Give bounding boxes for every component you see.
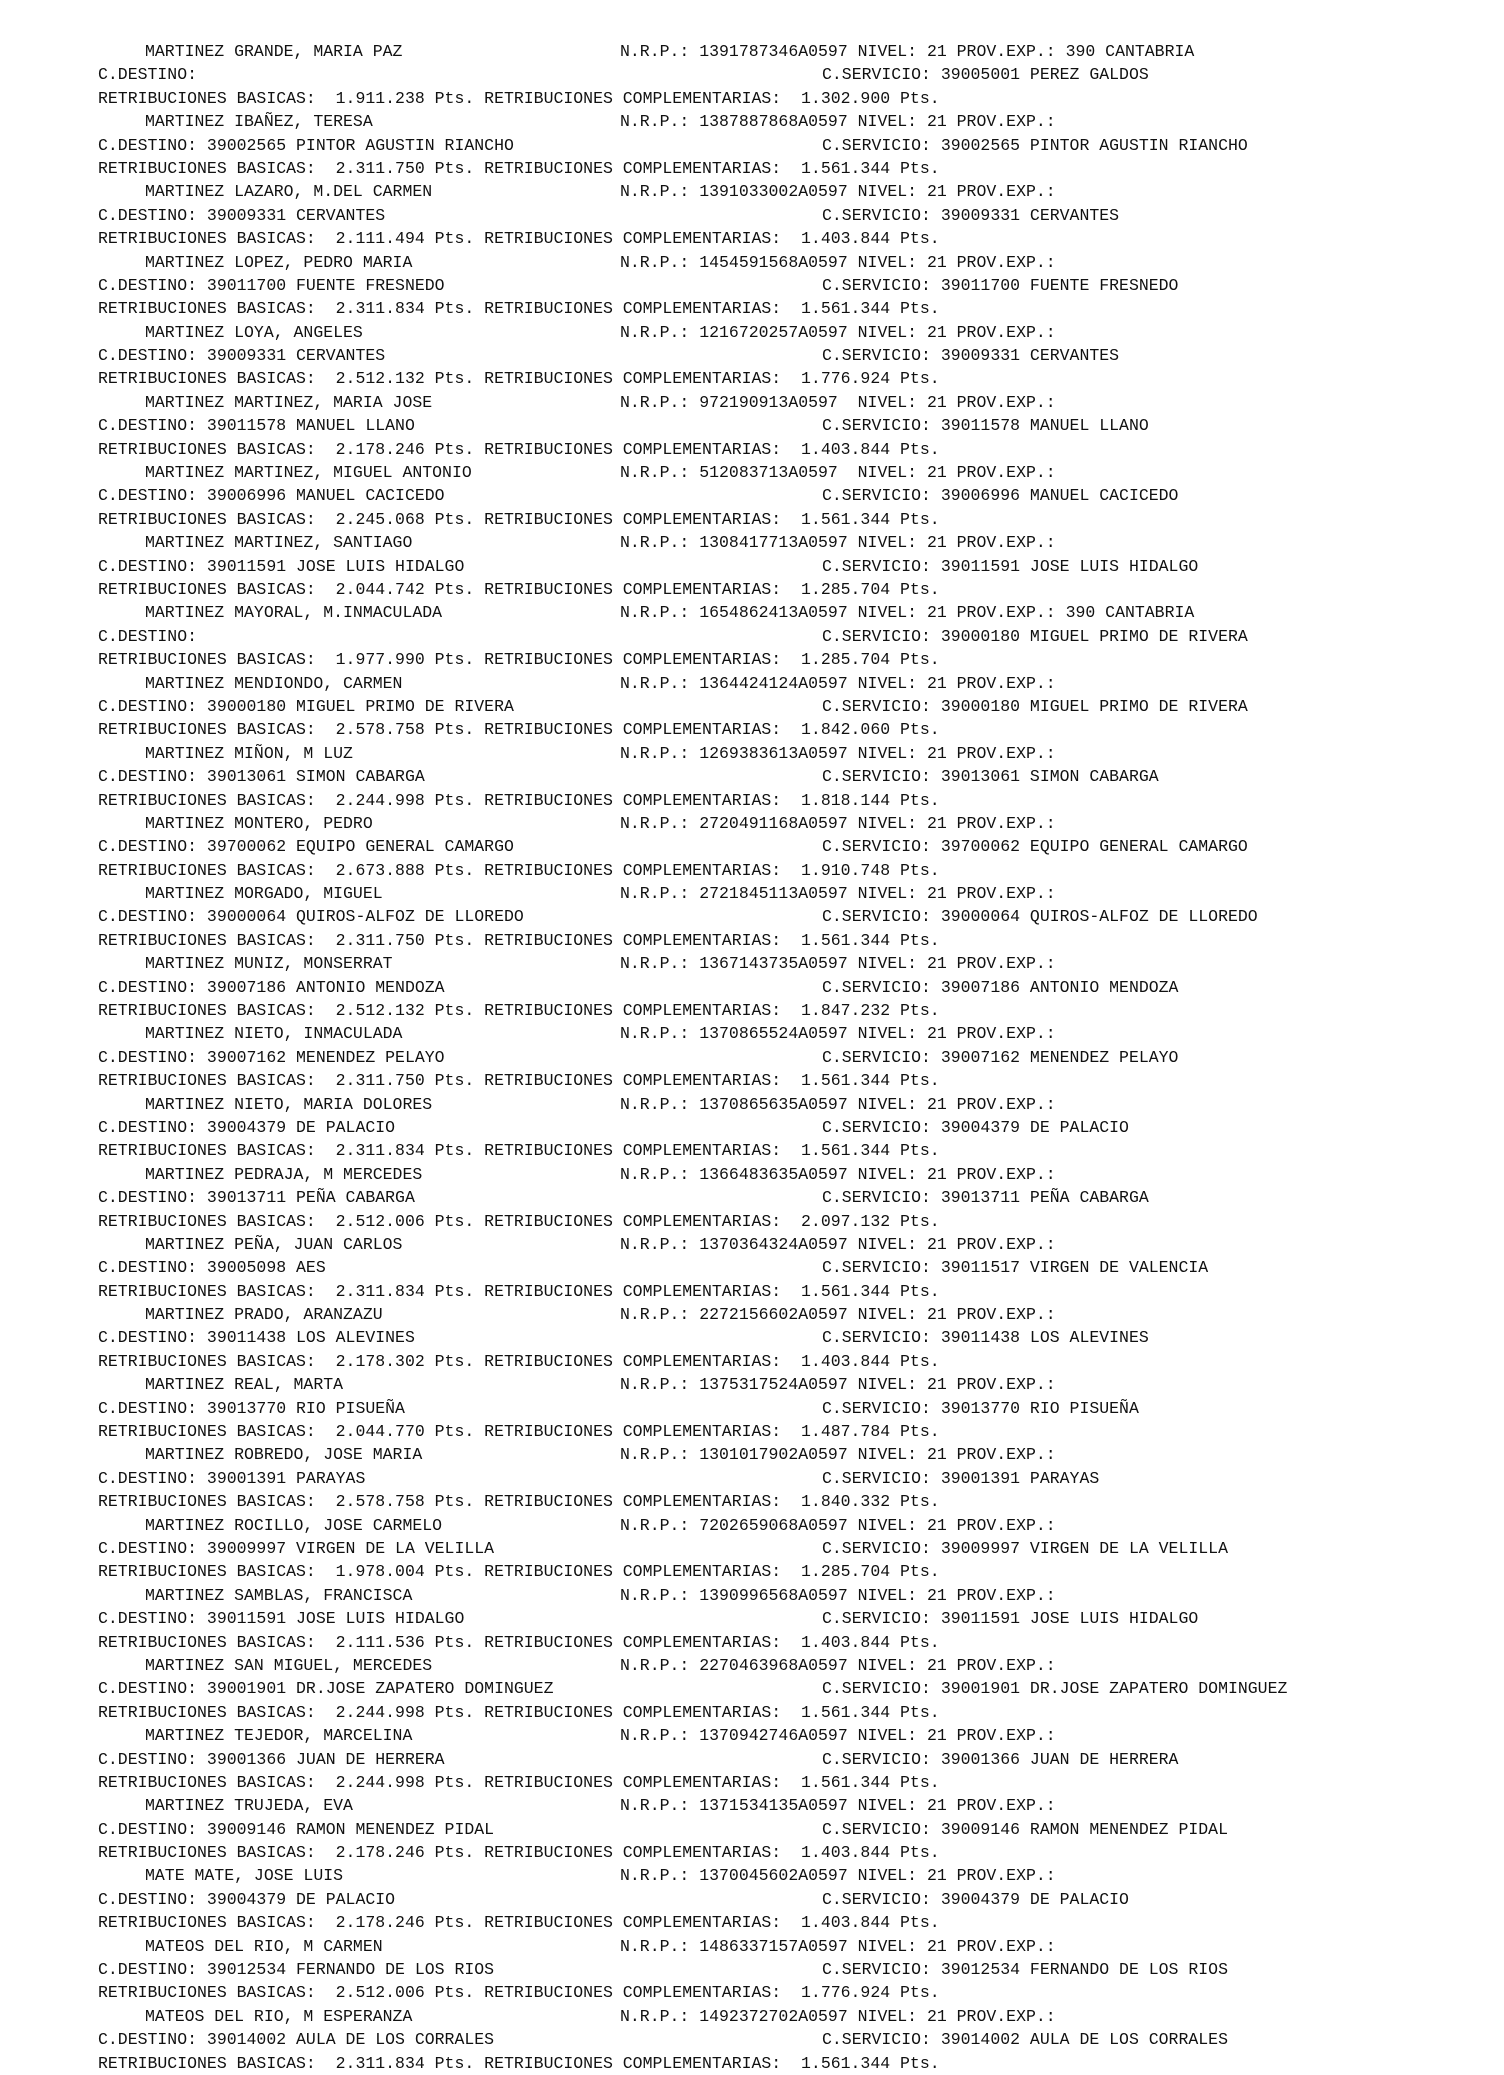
nrp-info: N.R.P.: 1371534135A0597 NIVEL: 21 PROV.EXP.: [620,1796,1056,1816]
personnel-entry [0,321,1504,391]
entry-header-row [0,531,1504,554]
personnel-entry [0,1935,1504,2005]
retribuciones-line: RETRIBUCIONES BASICAS: 2.178.302 Pts. RETRIBUCIONES COMPLEMENTARIAS: 1.403.844 Pts. [98,1351,940,1371]
entry-center-row [0,134,1504,157]
employee-name: MARTINEZ MONTERO, PEDRO [145,813,373,833]
destino-center: C.DESTINO: 39001366 JUAN DE HERRERA [98,1749,445,1769]
personnel-entry [0,40,1504,110]
entry-header-row [0,672,1504,695]
nrp-info: N.R.P.: 1364424124A0597 NIVEL: 21 PROV.EXP.: [620,673,1056,693]
entry-pay-row [0,578,1504,601]
destino-center: C.DESTINO: 39009146 RAMON MENENDEZ PIDAL [98,1819,495,1839]
nrp-info: N.R.P.: 1301017902A0597 NIVEL: 21 PROV.EXP.: [620,1445,1056,1465]
personnel-entry [0,1233,1504,1303]
nrp-info: N.R.P.: 2721845113A0597 NIVEL: 21 PROV.EXP.: [620,884,1056,904]
nrp-info: N.R.P.: 1454591568A0597 NIVEL: 21 PROV.EXP.: [620,252,1056,272]
personnel-entry [0,2005,1504,2075]
personnel-entry [0,1093,1504,1163]
employee-name: MARTINEZ MORGADO, MIGUEL [145,884,383,904]
entry-center-row [0,1888,1504,1911]
nrp-info: N.R.P.: 1486337157A0597 NIVEL: 21 PROV.EXP.: [620,1936,1056,1956]
personnel-entry [0,110,1504,180]
personnel-entry [0,601,1504,671]
entry-header-row [0,1303,1504,1326]
servicio-center: C.SERVICIO: 39000180 MIGUEL PRIMO DE RIVERA [822,696,1248,716]
entry-center-row [0,1256,1504,1279]
entry-pay-row [0,648,1504,671]
personnel-entry [0,391,1504,461]
entry-header-row [0,1514,1504,1537]
servicio-center: C.SERVICIO: 39005001 PEREZ GALDOS [822,65,1149,85]
entry-pay-row [0,1841,1504,1864]
retribuciones-line: RETRIBUCIONES BASICAS: 2.512.006 Pts. RETRIBUCIONES COMPLEMENTARIAS: 1.776.924 Pts. [98,1983,940,2003]
employee-name: MARTINEZ ROBREDO, JOSE MARIA [145,1445,423,1465]
retribuciones-line: RETRIBUCIONES BASICAS: 2.111.536 Pts. RETRIBUCIONES COMPLEMENTARIAS: 1.403.844 Pts. [98,1632,940,1652]
servicio-center: C.SERVICIO: 39011700 FUENTE FRESNEDO [822,275,1179,295]
entry-header-row [0,1233,1504,1256]
entry-header-row [0,1443,1504,1466]
entry-pay-row [0,1350,1504,1373]
retribuciones-line: RETRIBUCIONES BASICAS: 2.178.246 Pts. RETRIBUCIONES COMPLEMENTARIAS: 1.403.844 Pts. [98,1913,940,1933]
retribuciones-line: RETRIBUCIONES BASICAS: 2.044.742 Pts. RETRIBUCIONES COMPLEMENTARIAS: 1.285.704 Pts. [98,579,940,599]
entry-header-row [0,812,1504,835]
retribuciones-line: RETRIBUCIONES BASICAS: 2.673.888 Pts. RETRIBUCIONES COMPLEMENTARIAS: 1.910.748 Pts. [98,860,940,880]
nrp-info: N.R.P.: 7202659068A0597 NIVEL: 21 PROV.EXP.: [620,1515,1056,1535]
servicio-center: C.SERVICIO: 39009146 RAMON MENENDEZ PIDAL [822,1819,1228,1839]
retribuciones-line: RETRIBUCIONES BASICAS: 2.512.132 Pts. RETRIBUCIONES COMPLEMENTARIAS: 1.847.232 Pts. [98,1001,940,1021]
entry-center-row [0,2028,1504,2051]
nrp-info: N.R.P.: 1390996568A0597 NIVEL: 21 PROV.EXP.: [620,1585,1056,1605]
servicio-center: C.SERVICIO: 39013061 SIMON CABARGA [822,767,1159,787]
personnel-entry [0,1022,1504,1092]
entry-pay-row [0,508,1504,531]
retribuciones-line: RETRIBUCIONES BASICAS: 2.044.770 Pts. RETRIBUCIONES COMPLEMENTARIAS: 1.487.784 Pts. [98,1422,940,1442]
servicio-center: C.SERVICIO: 39011591 JOSE LUIS HIDALGO [822,556,1199,576]
employee-name: MARTINEZ MENDIONDO, CARMEN [145,673,403,693]
destino-center: C.DESTINO: 39006996 MANUEL CACICEDO [98,486,445,506]
entry-center-row [0,1537,1504,1560]
employee-name: MARTINEZ MARTINEZ, SANTIAGO [145,533,413,553]
servicio-center: C.SERVICIO: 39002565 PINTOR AGUSTIN RIANCHO [822,135,1248,155]
nrp-info: N.R.P.: 1370364324A0597 NIVEL: 21 PROV.EXP.: [620,1234,1056,1254]
personnel-entry [0,882,1504,952]
employee-name: MARTINEZ REAL, MARTA [145,1375,344,1395]
nrp-info: N.R.P.: 1269383613A0597 NIVEL: 21 PROV.EXP.: [620,743,1056,763]
retribuciones-line: RETRIBUCIONES BASICAS: 2.178.246 Pts. RETRIBUCIONES COMPLEMENTARIAS: 1.403.844 Pts. [98,439,940,459]
entry-header-row [0,180,1504,203]
destino-center: C.DESTINO: [98,626,198,646]
destino-center: C.DESTINO: 39011438 LOS ALEVINES [98,1328,415,1348]
entry-center-row [0,695,1504,718]
entry-header-row [0,461,1504,484]
servicio-center: C.SERVICIO: 39001901 DR.JOSE ZAPATERO DOMINGUEZ [822,1679,1288,1699]
entry-center-row [0,1958,1504,1981]
destino-center: C.DESTINO: 39004379 DE PALACIO [98,1117,396,1137]
destino-center: C.DESTINO: 39007186 ANTONIO MENDOZA [98,977,445,997]
entry-header-row [0,1864,1504,1887]
entry-pay-row [0,87,1504,110]
personnel-entry [0,251,1504,321]
nrp-info: N.R.P.: 1492372702A0597 NIVEL: 21 PROV.EXP.: [620,2006,1056,2026]
servicio-center: C.SERVICIO: 39006996 MANUEL CACICEDO [822,486,1179,506]
retribuciones-line: RETRIBUCIONES BASICAS: 2.311.834 Pts. RETRIBUCIONES COMPLEMENTARIAS: 1.561.344 Pts. [98,2053,940,2073]
entry-center-row [0,1607,1504,1630]
personnel-entry [0,1514,1504,1584]
retribuciones-line: RETRIBUCIONES BASICAS: 2.111.494 Pts. RETRIBUCIONES COMPLEMENTARIAS: 1.403.844 Pts. [98,229,940,249]
personnel-entry [0,812,1504,882]
servicio-center: C.SERVICIO: 39001391 PARAYAS [822,1468,1100,1488]
nrp-info: N.R.P.: 1375317524A0597 NIVEL: 21 PROV.EXP.: [620,1375,1056,1395]
entry-center-row [0,976,1504,999]
entry-pay-row [0,789,1504,812]
servicio-center: C.SERVICIO: 39004379 DE PALACIO [822,1889,1129,1909]
entry-pay-row [0,859,1504,882]
servicio-center: C.SERVICIO: 39011578 MANUEL LLANO [822,416,1149,436]
entry-header-row [0,251,1504,274]
entry-header-row [0,321,1504,344]
destino-center: C.DESTINO: 39011591 JOSE LUIS HIDALGO [98,1609,465,1629]
servicio-center: C.SERVICIO: 39011591 JOSE LUIS HIDALGO [822,1609,1199,1629]
personnel-entry [0,672,1504,742]
personnel-entry [0,1163,1504,1233]
nrp-info: N.R.P.: 2720491168A0597 NIVEL: 21 PROV.EXP.: [620,813,1056,833]
employee-name: MATEOS DEL RIO, M ESPERANZA [145,2006,413,2026]
entry-pay-row [0,2052,1504,2075]
entry-pay-row [0,1139,1504,1162]
personnel-entry [0,461,1504,531]
destino-center: C.DESTINO: 39011591 JOSE LUIS HIDALGO [98,556,465,576]
employee-name: MARTINEZ GRANDE, MARIA PAZ [145,42,403,61]
servicio-center: C.SERVICIO: 39004379 DE PALACIO [822,1117,1129,1137]
entry-center-row [0,1326,1504,1349]
entry-center-row [0,1748,1504,1771]
entry-header-row [0,882,1504,905]
entry-header-row [0,1794,1504,1817]
employee-name: MARTINEZ ROCILLO, JOSE CARMELO [145,1515,443,1535]
entry-pay-row [0,1560,1504,1583]
employee-name: MARTINEZ SAN MIGUEL, MERCEDES [145,1655,433,1675]
retribuciones-line: RETRIBUCIONES BASICAS: 2.578.758 Pts. RETRIBUCIONES COMPLEMENTARIAS: 1.842.060 Pts. [98,720,940,740]
entry-pay-row [0,1069,1504,1092]
employee-name: MATEOS DEL RIO, M CARMEN [145,1936,383,1956]
servicio-center: C.SERVICIO: 39013770 RIO PISUEÑA [822,1398,1139,1418]
entry-pay-row [0,1631,1504,1654]
destino-center: C.DESTINO: 39013711 PEÑA CABARGA [98,1188,415,1208]
retribuciones-line: RETRIBUCIONES BASICAS: 1.911.238 Pts. RETRIBUCIONES COMPLEMENTARIAS: 1.302.900 Pts. [98,88,940,108]
nrp-info: N.R.P.: 1391787346A0597 NIVEL: 21 PROV.EXP.: 390 CANTABRIA [620,42,1195,61]
nrp-info: N.R.P.: 1367143735A0597 NIVEL: 21 PROV.EXP.: [620,954,1056,974]
retribuciones-line: RETRIBUCIONES BASICAS: 2.512.132 Pts. RETRIBUCIONES COMPLEMENTARIAS: 1.776.924 Pts. [98,369,940,389]
personnel-entry [0,531,1504,601]
entry-center-row [0,414,1504,437]
employee-name: MARTINEZ PEÑA, JUAN CARLOS [145,1234,403,1254]
retribuciones-line: RETRIBUCIONES BASICAS: 2.178.246 Pts. RETRIBUCIONES COMPLEMENTARIAS: 1.403.844 Pts. [98,1843,940,1863]
employee-name: MARTINEZ MIÑON, M LUZ [145,743,353,763]
destino-center: C.DESTINO: 39002565 PINTOR AGUSTIN RIANCHO [98,135,514,155]
entry-pay-row [0,929,1504,952]
entry-center-row [0,1116,1504,1139]
destino-center: C.DESTINO: 39012534 FERNANDO DE LOS RIOS [98,1960,495,1980]
retribuciones-line: RETRIBUCIONES BASICAS: 2.311.750 Pts. RETRIBUCIONES COMPLEMENTARIAS: 1.561.344 Pts. [98,158,940,178]
servicio-center: C.SERVICIO: 39012534 FERNANDO DE LOS RIOS [822,1960,1228,1980]
servicio-center: C.SERVICIO: 39009997 VIRGEN DE LA VELILLA [822,1539,1228,1558]
destino-center: C.DESTINO: 39005098 AES [98,1258,326,1278]
retribuciones-line: RETRIBUCIONES BASICAS: 1.978.004 Pts. RETRIBUCIONES COMPLEMENTARIAS: 1.285.704 Pts. [98,1562,940,1582]
entry-center-row [0,63,1504,86]
employee-name: MARTINEZ SAMBLAS, FRANCISCA [145,1585,413,1605]
nrp-info: N.R.P.: 1391033002A0597 NIVEL: 21 PROV.EXP.: [620,182,1056,202]
entry-pay-row [0,1701,1504,1724]
nrp-info: N.R.P.: 1366483635A0597 NIVEL: 21 PROV.EXP.: [620,1164,1056,1184]
destino-center: C.DESTINO: 39009331 CERVANTES [98,205,386,225]
servicio-center: C.SERVICIO: 39001366 JUAN DE HERRERA [822,1749,1179,1769]
entry-header-row [0,952,1504,975]
destino-center: C.DESTINO: 39009331 CERVANTES [98,346,386,366]
nrp-info: N.R.P.: 512083713A0597 NIVEL: 21 PROV.EXP.: [620,463,1056,483]
servicio-center: C.SERVICIO: 39000180 MIGUEL PRIMO DE RIVERA [822,626,1248,646]
entry-center-row [0,835,1504,858]
employee-name: MARTINEZ LOYA, ANGELES [145,322,363,342]
entry-header-row [0,391,1504,414]
entry-header-row [0,1373,1504,1396]
entry-center-row [0,274,1504,297]
retribuciones-line: RETRIBUCIONES BASICAS: 1.977.990 Pts. RETRIBUCIONES COMPLEMENTARIAS: 1.285.704 Pts. [98,650,940,670]
entry-center-row [0,555,1504,578]
entry-header-row [0,1093,1504,1116]
destino-center: C.DESTINO: 39014002 AULA DE LOS CORRALES [98,2030,495,2050]
nrp-info: N.R.P.: 1387887868A0597 NIVEL: 21 PROV.EXP.: [620,112,1056,132]
personnel-entry [0,1303,1504,1373]
employee-name: MARTINEZ PEDRAJA, M MERCEDES [145,1164,423,1184]
entry-center-row [0,344,1504,367]
personnel-entry [0,1584,1504,1654]
retribuciones-line: RETRIBUCIONES BASICAS: 2.311.834 Pts. RETRIBUCIONES COMPLEMENTARIAS: 1.561.344 Pts. [98,1141,940,1161]
nrp-info: N.R.P.: 1370942746A0597 NIVEL: 21 PROV.EXP.: [620,1726,1056,1746]
entry-pay-row [0,297,1504,320]
entry-pay-row [0,157,1504,180]
entry-pay-row [0,1280,1504,1303]
entry-pay-row [0,1490,1504,1513]
retribuciones-line: RETRIBUCIONES BASICAS: 2.244.998 Pts. RETRIBUCIONES COMPLEMENTARIAS: 1.818.144 Pts. [98,790,940,810]
employee-name: MARTINEZ LOPEZ, PEDRO MARIA [145,252,413,272]
destino-center: C.DESTINO: 39000180 MIGUEL PRIMO DE RIVERA [98,696,514,716]
entry-center-row [0,1677,1504,1700]
retribuciones-line: RETRIBUCIONES BASICAS: 2.311.834 Pts. RETRIBUCIONES COMPLEMENTARIAS: 1.561.344 Pts. [98,299,940,319]
entry-center-row [0,1818,1504,1841]
employee-name: MARTINEZ PRADO, ARANZAZU [145,1305,383,1325]
personnel-entry [0,1443,1504,1513]
destino-center: C.DESTINO: 39004379 DE PALACIO [98,1889,396,1909]
personnel-entry [0,1373,1504,1443]
employee-name: MARTINEZ LAZARO, M.DEL CARMEN [145,182,433,202]
nrp-info: N.R.P.: 1654862413A0597 NIVEL: 21 PROV.EXP.: 390 CANTABRIA [620,603,1195,623]
entry-header-row [0,1022,1504,1045]
entry-center-row [0,905,1504,928]
personnel-entry [0,742,1504,812]
employee-name: MATE MATE, JOSE LUIS [145,1866,344,1886]
personnel-entry [0,1864,1504,1934]
nrp-info: N.R.P.: 1370045602A0597 NIVEL: 21 PROV.EXP.: [620,1866,1056,1886]
entry-pay-row [0,438,1504,461]
personnel-entry [0,952,1504,1022]
entry-center-row [0,1186,1504,1209]
retribuciones-line: RETRIBUCIONES BASICAS: 2.244.998 Pts. RETRIBUCIONES COMPLEMENTARIAS: 1.561.344 Pts. [98,1702,940,1722]
entry-pay-row [0,1771,1504,1794]
servicio-center: C.SERVICIO: 39009331 CERVANTES [822,346,1120,366]
employee-name: MARTINEZ MARTINEZ, MARIA JOSE [145,392,433,412]
personnel-entry [0,1654,1504,1724]
destino-center: C.DESTINO: 39013061 SIMON CABARGA [98,767,425,787]
employee-name: MARTINEZ MAYORAL, M.INMACULADA [145,603,443,623]
entry-header-row [0,110,1504,133]
employee-name: MARTINEZ TRUJEDA, EVA [145,1796,353,1816]
destino-center: C.DESTINO: [98,65,198,85]
destino-center: C.DESTINO: 39001391 PARAYAS [98,1468,366,1488]
entry-header-row [0,1584,1504,1607]
destino-center: C.DESTINO: 39009997 VIRGEN DE LA VELILLA [98,1539,495,1558]
entry-pay-row [0,999,1504,1022]
nrp-info: N.R.P.: 1308417713A0597 NIVEL: 21 PROV.EXP.: [620,533,1056,553]
personnel-listing [0,40,1504,2075]
destino-center: C.DESTINO: 39013770 RIO PISUEÑA [98,1398,405,1418]
entry-pay-row [0,227,1504,250]
destino-center: C.DESTINO: 39011700 FUENTE FRESNEDO [98,275,445,295]
servicio-center: C.SERVICIO: 39009331 CERVANTES [822,205,1120,225]
personnel-entry [0,1794,1504,1864]
entry-header-row [0,2005,1504,2028]
servicio-center: C.SERVICIO: 39011438 LOS ALEVINES [822,1328,1149,1348]
destino-center: C.DESTINO: 39000064 QUIROS-ALFOZ DE LLOREDO [98,907,524,927]
nrp-info: N.R.P.: 1370865635A0597 NIVEL: 21 PROV.EXP.: [620,1094,1056,1114]
entry-header-row [0,1163,1504,1186]
servicio-center: C.SERVICIO: 39000064 QUIROS-ALFOZ DE LLOREDO [822,907,1258,927]
servicio-center: C.SERVICIO: 39007186 ANTONIO MENDOZA [822,977,1179,997]
entry-header-row [0,1654,1504,1677]
entry-center-row [0,204,1504,227]
destino-center: C.DESTINO: 39007162 MENENDEZ PELAYO [98,1047,445,1067]
entry-pay-row [0,1981,1504,2004]
nrp-info: N.R.P.: 1370865524A0597 NIVEL: 21 PROV.EXP.: [620,1024,1056,1044]
servicio-center: C.SERVICIO: 39013711 PEÑA CABARGA [822,1188,1149,1208]
retribuciones-line: RETRIBUCIONES BASICAS: 2.512.006 Pts. RETRIBUCIONES COMPLEMENTARIAS: 2.097.132 Pts. [98,1211,940,1231]
servicio-center: C.SERVICIO: 39011517 VIRGEN DE VALENCIA [822,1258,1209,1278]
entry-center-row [0,1467,1504,1490]
servicio-center: C.SERVICIO: 39700062 EQUIPO GENERAL CAMARGO [822,837,1248,857]
retribuciones-line: RETRIBUCIONES BASICAS: 2.244.998 Pts. RETRIBUCIONES COMPLEMENTARIAS: 1.561.344 Pts. [98,1772,940,1792]
nrp-info: N.R.P.: 2270463968A0597 NIVEL: 21 PROV.EXP.: [620,1655,1056,1675]
personnel-entry [0,1724,1504,1794]
entry-center-row [0,484,1504,507]
nrp-info: N.R.P.: 972190913A0597 NIVEL: 21 PROV.EXP.: [620,392,1056,412]
entry-header-row [0,742,1504,765]
destino-center: C.DESTINO: 39700062 EQUIPO GENERAL CAMARGO [98,837,514,857]
destino-center: C.DESTINO: 39011578 MANUEL LLANO [98,416,415,436]
nrp-info: N.R.P.: 2272156602A0597 NIVEL: 21 PROV.EXP.: [620,1305,1056,1325]
employee-name: MARTINEZ IBAÑEZ, TERESA [145,112,373,132]
retribuciones-line: RETRIBUCIONES BASICAS: 2.578.758 Pts. RETRIBUCIONES COMPLEMENTARIAS: 1.840.332 Pts. [98,1492,940,1512]
servicio-center: C.SERVICIO: 39014002 AULA DE LOS CORRALES [822,2030,1228,2050]
entry-center-row [0,1046,1504,1069]
servicio-center: C.SERVICIO: 39007162 MENENDEZ PELAYO [822,1047,1179,1067]
entry-pay-row [0,718,1504,741]
entry-header-row [0,1935,1504,1958]
personnel-entry [0,180,1504,250]
entry-header-row [0,601,1504,624]
entry-header-row [0,40,1504,63]
retribuciones-line: RETRIBUCIONES BASICAS: 2.311.750 Pts. RETRIBUCIONES COMPLEMENTARIAS: 1.561.344 Pts. [98,1071,940,1091]
entry-pay-row [0,367,1504,390]
employee-name: MARTINEZ MUNIZ, MONSERRAT [145,954,393,974]
entry-pay-row [0,1210,1504,1233]
employee-name: MARTINEZ MARTINEZ, MIGUEL ANTONIO [145,463,472,483]
entry-pay-row [0,1420,1504,1443]
entry-center-row [0,625,1504,648]
entry-center-row [0,765,1504,788]
nrp-info: N.R.P.: 1216720257A0597 NIVEL: 21 PROV.EXP.: [620,322,1056,342]
employee-name: MARTINEZ NIETO, MARIA DOLORES [145,1094,433,1114]
destino-center: C.DESTINO: 39001901 DR.JOSE ZAPATERO DOMINGUEZ [98,1679,554,1699]
employee-name: MARTINEZ TEJEDOR, MARCELINA [145,1726,413,1746]
entry-pay-row [0,1911,1504,1934]
retribuciones-line: RETRIBUCIONES BASICAS: 2.311.750 Pts. RETRIBUCIONES COMPLEMENTARIAS: 1.561.344 Pts. [98,930,940,950]
entry-header-row [0,1724,1504,1747]
entry-center-row [0,1397,1504,1420]
retribuciones-line: RETRIBUCIONES BASICAS: 2.245.068 Pts. RETRIBUCIONES COMPLEMENTARIAS: 1.561.344 Pts. [98,509,940,529]
employee-name: MARTINEZ NIETO, INMACULADA [145,1024,403,1044]
retribuciones-line: RETRIBUCIONES BASICAS: 2.311.834 Pts. RETRIBUCIONES COMPLEMENTARIAS: 1.561.344 Pts. [98,1281,940,1301]
